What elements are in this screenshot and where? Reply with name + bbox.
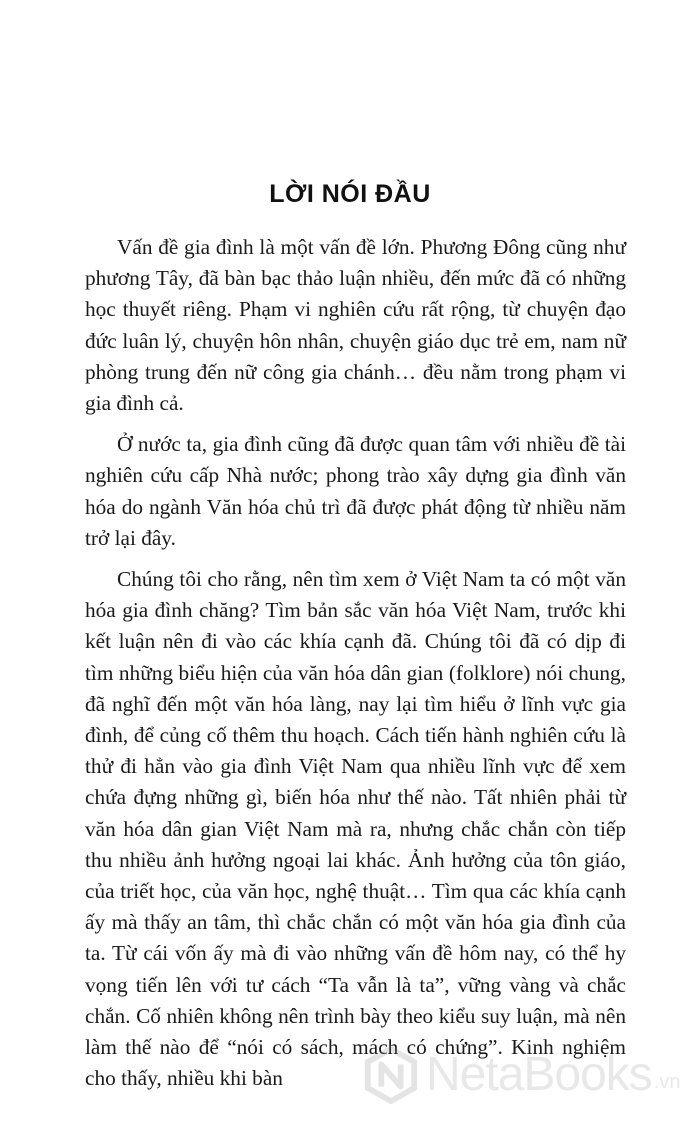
watermark-suffix: .vn — [653, 1071, 681, 1093]
page-title: LỜI NÓI ĐẦU — [269, 179, 431, 208]
netabooks-logo-icon — [362, 1046, 420, 1104]
watermark — [362, 1040, 680, 1110]
paragraph: Ở nước ta, gia đình cũng đã được quan tâm với nhiều đề tài nghiên cứu cấp Nhà nước; phong trào xây dựng gia đình văn hóa do ngành Văn hóa chủ trì đã được phát động từ nhiều năm trở lại đây. — [85, 432, 626, 550]
watermark-brand: NetaBooks — [426, 1048, 652, 1101]
body-text — [85, 232, 626, 1104]
paragraph: Vấn đề gia đình là một vấn đề lớn. Phương Đông cũng như phương Tây, đã bàn bạc thảo luận nhiều, đến mức đã có những học thuyết riêng. Phạm vi nghiên cứu rất rộng, từ chuyện đạo đức luân lý, chuyện hôn nhân, chuyện giáo dục trẻ em, nam nữ phòng trung đến nữ công gia chánh… đều nằm trong phạm vi gia đình cả. — [85, 235, 626, 416]
paragraph: Chúng tôi cho rằng, nên tìm xem ở Việt Nam ta có một văn hóa gia đình chăng? Tìm bản sắc văn hóa Việt Nam, trước khi kết luận nên đi vào các khía cạnh đã. Chúng tôi đã có dịp đi tìm những biểu hiện của văn hóa dân gian (folklore) nói chung, đã nghĩ đến một văn hóa làng, nay lại tìm hiểu ở lĩnh vực gia đình, để củng cố thêm thu hoạch. Cách tiến hành nghiên cứu là thử đi hẳn vào gia đình Việt Nam qua nhiều lĩnh vực để xem chứa đựng những gì, biến hóa như thế nào. Tất nhiên phải từ văn hóa dân gian Việt Nam mà ra, nhưng chắc chắn còn tiếp thu nhiều ảnh hưởng ngoại lai khác. Ảnh hưởng của tôn giáo, của triết học, của văn học, nghệ thuật… Tìm qua các khía cạnh ấy mà thấy an tâm, thì chắc chắn có một văn hóa gia đình của ta. Từ cái vốn ấy mà đi vào những vấn đề hôm nay, có thể hy vọng tiến lên với tư cách “Ta vẫn là ta”, vững vàng và chắc chắn. Cố nhiên không nên trình bày theo kiểu suy luận, mà nên làm thế nào để “nói có sách, mách có chứng”. Kinh nghiệm cho thấy, nhiều khi bàn — [85, 567, 626, 1091]
